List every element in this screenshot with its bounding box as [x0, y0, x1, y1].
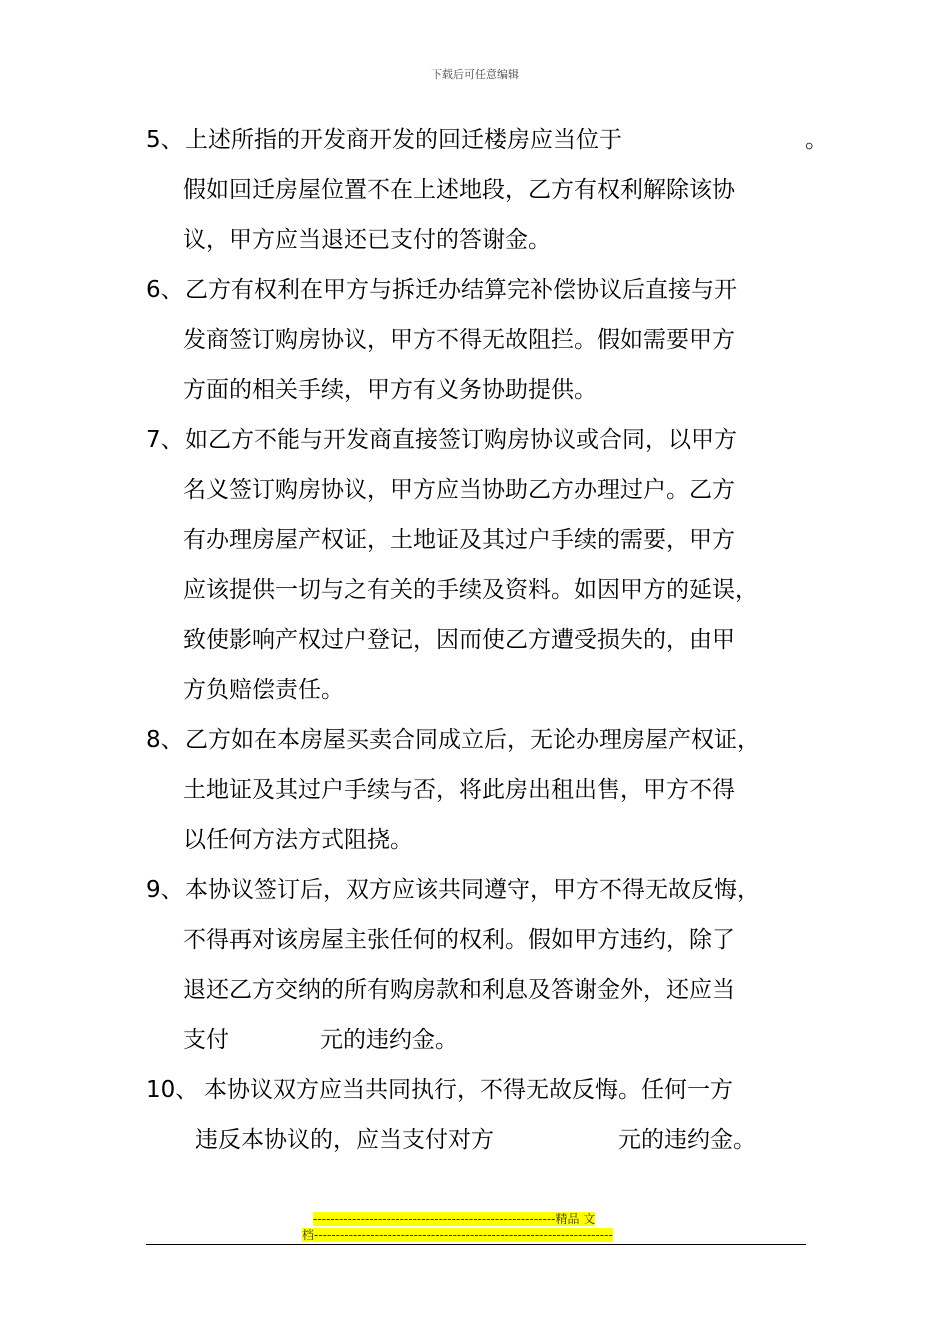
clause-5-line-3: 议，甲方应当退还已支付的答谢金。	[183, 227, 551, 253]
clause-9-number: 9、	[146, 877, 184, 903]
clause-6-number: 6、	[146, 277, 184, 303]
clause-9-line-4-after: 元的违约金。	[320, 1027, 458, 1053]
clause-8-number: 8、	[146, 727, 184, 753]
clause-9-line-3: 退还乙方交纳的所有购房款和利息及答谢金外，还应当	[183, 977, 735, 1003]
clause-8-line-1: 乙方如在本房屋买卖合同成立后，无论办理房屋产权证，	[185, 727, 760, 753]
clause-5-number: 5、	[146, 127, 184, 153]
clause-7-line-2: 名义签订购房协议，甲方应当协助乙方办理过户。乙方	[183, 477, 735, 503]
clause-7-line-1: 如乙方不能与开发商直接签订购房协议或合同，以甲方	[185, 427, 737, 453]
header-note: 下载后可任意编辑	[431, 68, 519, 81]
clause-10-line-2-before: 违反本协议的，应当支付对方	[195, 1127, 494, 1153]
clause-9-line-2: 不得再对该房屋主张任何的权利。假如甲方违约，除了	[183, 927, 735, 953]
clause-5-trailing-mark: 。	[805, 127, 828, 153]
clause-9-line-1: 本协议签订后，双方应该共同遵守，甲方不得无故反悔，	[185, 877, 760, 903]
clause-6-line-1: 乙方有权利在甲方与拆迁办结算完补偿协议后直接与开	[185, 277, 737, 303]
footer-mark-line-2: 档---------------------------------------------------------------------	[302, 1228, 613, 1242]
clause-6-line-2: 发商签订购房协议，甲方不得无故阻拦。假如需要甲方	[183, 327, 735, 353]
clause-7-line-4: 应该提供一切与之有关的手续及资料。如因甲方的延误，	[183, 577, 758, 603]
clause-6-line-3: 方面的相关手续，甲方有义务协助提供。	[183, 377, 597, 403]
clause-5-line-2: 假如回迁房屋位置不在上述地段，乙方有权利解除该协	[183, 177, 735, 203]
clause-8-line-3: 以任何方法方式阻挠。	[183, 827, 413, 853]
clause-7-line-6: 方负赔偿责任。	[183, 677, 344, 703]
footer-mark-line-1: --------------------------------------------------------精品 文	[313, 1212, 596, 1226]
clause-7-line-3: 有办理房屋产权证，土地证及其过户手续的需要，甲方	[183, 527, 735, 553]
footer-divider	[146, 1244, 806, 1245]
clause-7-number: 7、	[146, 427, 184, 453]
clause-8-line-2: 土地证及其过户手续与否，将此房出租出售，甲方不得	[183, 777, 735, 803]
clause-7-line-5: 致使影响产权过户登记，因而使乙方遭受损失的，由甲	[183, 627, 735, 653]
clause-10-line-2-after: 元的违约金。	[618, 1127, 756, 1153]
clause-10-line-1: 本协议双方应当共同执行，不得无故反悔。任何一方	[204, 1077, 733, 1103]
clause-9-line-4-before: 支付	[183, 1027, 229, 1053]
clause-5-line-1: 上述所指的开发商开发的回迁楼房应当位于	[185, 127, 622, 153]
clause-10-number: 10、	[146, 1077, 199, 1103]
